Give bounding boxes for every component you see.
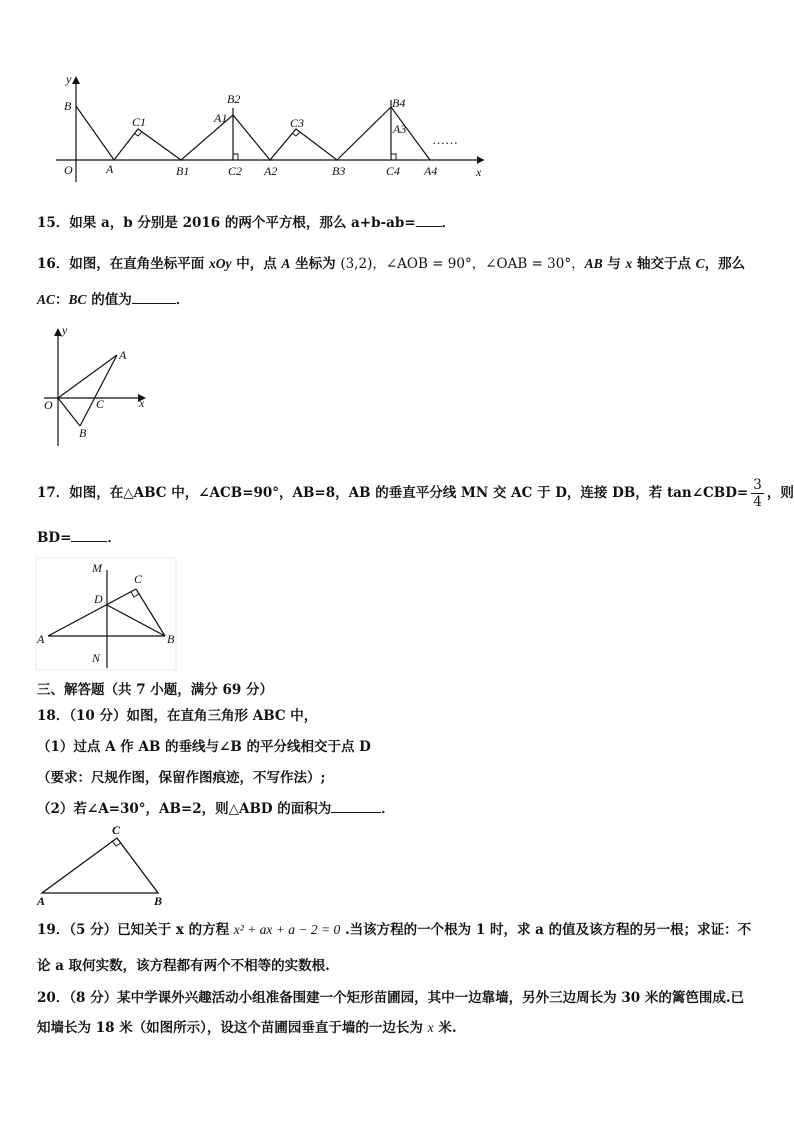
label-b2: B2 — [227, 92, 241, 106]
q16-text-k: 轴交于点 — [632, 256, 696, 272]
q18-figure — [34, 820, 169, 908]
q17-label-n: N — [92, 651, 101, 665]
q17-label-b: B — [167, 632, 175, 646]
question-19-line2: 论 a 取何实数，该方程都有两个不相等的实数根. — [37, 958, 330, 974]
label-b3: B3 — [332, 164, 346, 178]
q17-segment-db — [107, 605, 165, 636]
q17-end2: ． — [107, 530, 121, 546]
q16-text-a: 16．如图，在直角坐标平面 — [37, 256, 209, 272]
q15-text: 15．如果 a，b 分别是 2016 的两个平方根，那么 a+b-ab= — [37, 215, 416, 231]
q18-end: ． — [381, 801, 395, 817]
q17-label-d: D — [94, 592, 103, 606]
q17-bd: BD= — [37, 530, 72, 546]
label-c3: C3 — [290, 116, 305, 130]
q16-label-c: C — [96, 397, 105, 411]
q16-point-a: A — [281, 256, 291, 271]
q17-segment-ac — [48, 589, 136, 636]
question-19-line1 — [37, 920, 751, 940]
q16-ab: AB — [584, 256, 603, 271]
q17-label-m: M — [92, 561, 102, 575]
right-angle-c2 — [233, 154, 238, 160]
y-axis-arrow — [72, 76, 80, 84]
label-c2: C2 — [228, 164, 243, 178]
q17-frac-num: 3 — [753, 477, 762, 493]
label-y: y — [66, 72, 72, 86]
q17-fraction — [751, 477, 764, 510]
x-axis-arrow — [477, 156, 484, 164]
q16-segment-ob — [58, 398, 80, 426]
q16-label-y: y — [62, 323, 68, 337]
q19-text-a: 19．（5 分）已知关于 x 的方程 — [37, 922, 234, 938]
q16-label-b: B — [79, 426, 87, 440]
q18-blank — [331, 812, 381, 813]
question-20-line2 — [37, 1018, 457, 1038]
q16-x: x — [625, 256, 633, 271]
label-a4: A4 — [424, 164, 438, 178]
q16-colon: ： — [55, 292, 69, 308]
q16-text-i: 与 — [602, 256, 626, 272]
question-16-line2 — [37, 290, 189, 310]
question-20-line1: 20．（8 分）某中学课外兴趣活动小组准备围建一个矩形苗圃园，其中一边靠墙，另外三边周长为 30 米的篱笆围成.已 — [37, 990, 745, 1006]
q16-label-x: x — [139, 396, 145, 410]
question-17-line1 — [37, 476, 794, 516]
question-18-part2 — [37, 799, 395, 819]
question-16-line1 — [37, 254, 745, 274]
q20-text-b: 米. — [433, 1020, 457, 1036]
label-b: B — [64, 99, 72, 113]
label-b4: B4 — [392, 96, 406, 110]
q16-plane: xOy — [209, 256, 232, 271]
q18-label-b: B — [154, 894, 163, 908]
label-x: x — [476, 165, 482, 179]
section-3-title: 三、解答题（共 7 小题，满分 69 分） — [37, 682, 273, 698]
q17-text: 17．如图，在△ABC 中，∠ACB=90°，AB=8，AB 的垂直平分线 MN 交 AC 于 D，连接 DB，若 tan∠CBD= — [37, 485, 749, 501]
continuation-dots: …… — [432, 132, 458, 147]
label-a3: A3 — [393, 122, 407, 136]
q20-var-x: x — [427, 1020, 434, 1035]
label-a1: A1 — [214, 111, 228, 125]
label-b1: B1 — [176, 164, 190, 178]
q16-c: C — [695, 256, 705, 271]
question-15 — [37, 213, 455, 233]
q16-label-o: O — [44, 398, 53, 412]
q16-label-a: A — [119, 348, 127, 362]
question-17-line2 — [37, 528, 121, 548]
question-18-requirement: （要求：尺规作图，保留作图痕迹，不写作法）; — [37, 770, 326, 786]
q16-coords: (3,2) — [340, 256, 373, 272]
label-c4: C4 — [386, 164, 401, 178]
q17-figure — [34, 556, 179, 672]
q16-text-m: ，那么 — [704, 256, 746, 272]
q16-angles: ，∠AOB = 90°，∠OAB = 30°， — [372, 256, 585, 272]
q20-text-a: 知墙长为 18 米（如图所示），设这个苗圃园垂直于墙的一边长为 — [37, 1020, 428, 1036]
label-a: A — [106, 162, 114, 176]
right-angle-c4 — [391, 154, 396, 160]
q15-blank — [416, 226, 442, 227]
q15-end: ． — [441, 215, 456, 231]
q18-label-a: A — [37, 894, 46, 908]
zigzag-figure — [40, 70, 500, 185]
question-18-part1: （1）过点 A 作 AB 的垂线与∠B 的平分线相交于点 D — [37, 739, 371, 755]
label-a2: A2 — [264, 164, 278, 178]
q16-figure — [40, 320, 155, 450]
q16-end: ． — [175, 292, 190, 308]
q16-text-e: 坐标为 — [290, 256, 341, 272]
q18-label-c: C — [112, 823, 121, 837]
q19-text-b: .当该方程的一个根为 1 时，求 a 的值及该方程的另一根；求证：不 — [340, 922, 752, 938]
q17-frac-den: 4 — [753, 494, 762, 510]
q18-p3-text: （2）若∠A=30°，AB=2，则△ABD 的面积为 — [37, 801, 332, 817]
zigzag-line — [76, 106, 430, 160]
q16-segment-oa — [58, 355, 117, 398]
q16-bc: BC — [68, 292, 87, 307]
q16-ac: AC — [37, 292, 56, 307]
label-c1: C1 — [132, 115, 147, 129]
q17-label-c: C — [134, 572, 143, 586]
q16-text-d: 的值为 — [86, 292, 132, 308]
question-18-title: 18．（10 分）如图，在直角三角形 ABC 中， — [37, 708, 318, 724]
q19-equation: x² + ax + a − 2 = 0 — [233, 922, 341, 937]
q17-blank — [71, 541, 107, 542]
q17-label-a: A — [37, 632, 45, 646]
q17-end1: ，则 — [766, 485, 794, 501]
q18-triangle — [42, 838, 158, 893]
q17-segment-cb — [136, 589, 165, 636]
q16-blank — [132, 303, 176, 304]
label-o: O — [64, 163, 73, 177]
q16-text-c: 中，点 — [231, 256, 282, 272]
q16-segment-ab — [80, 355, 117, 426]
